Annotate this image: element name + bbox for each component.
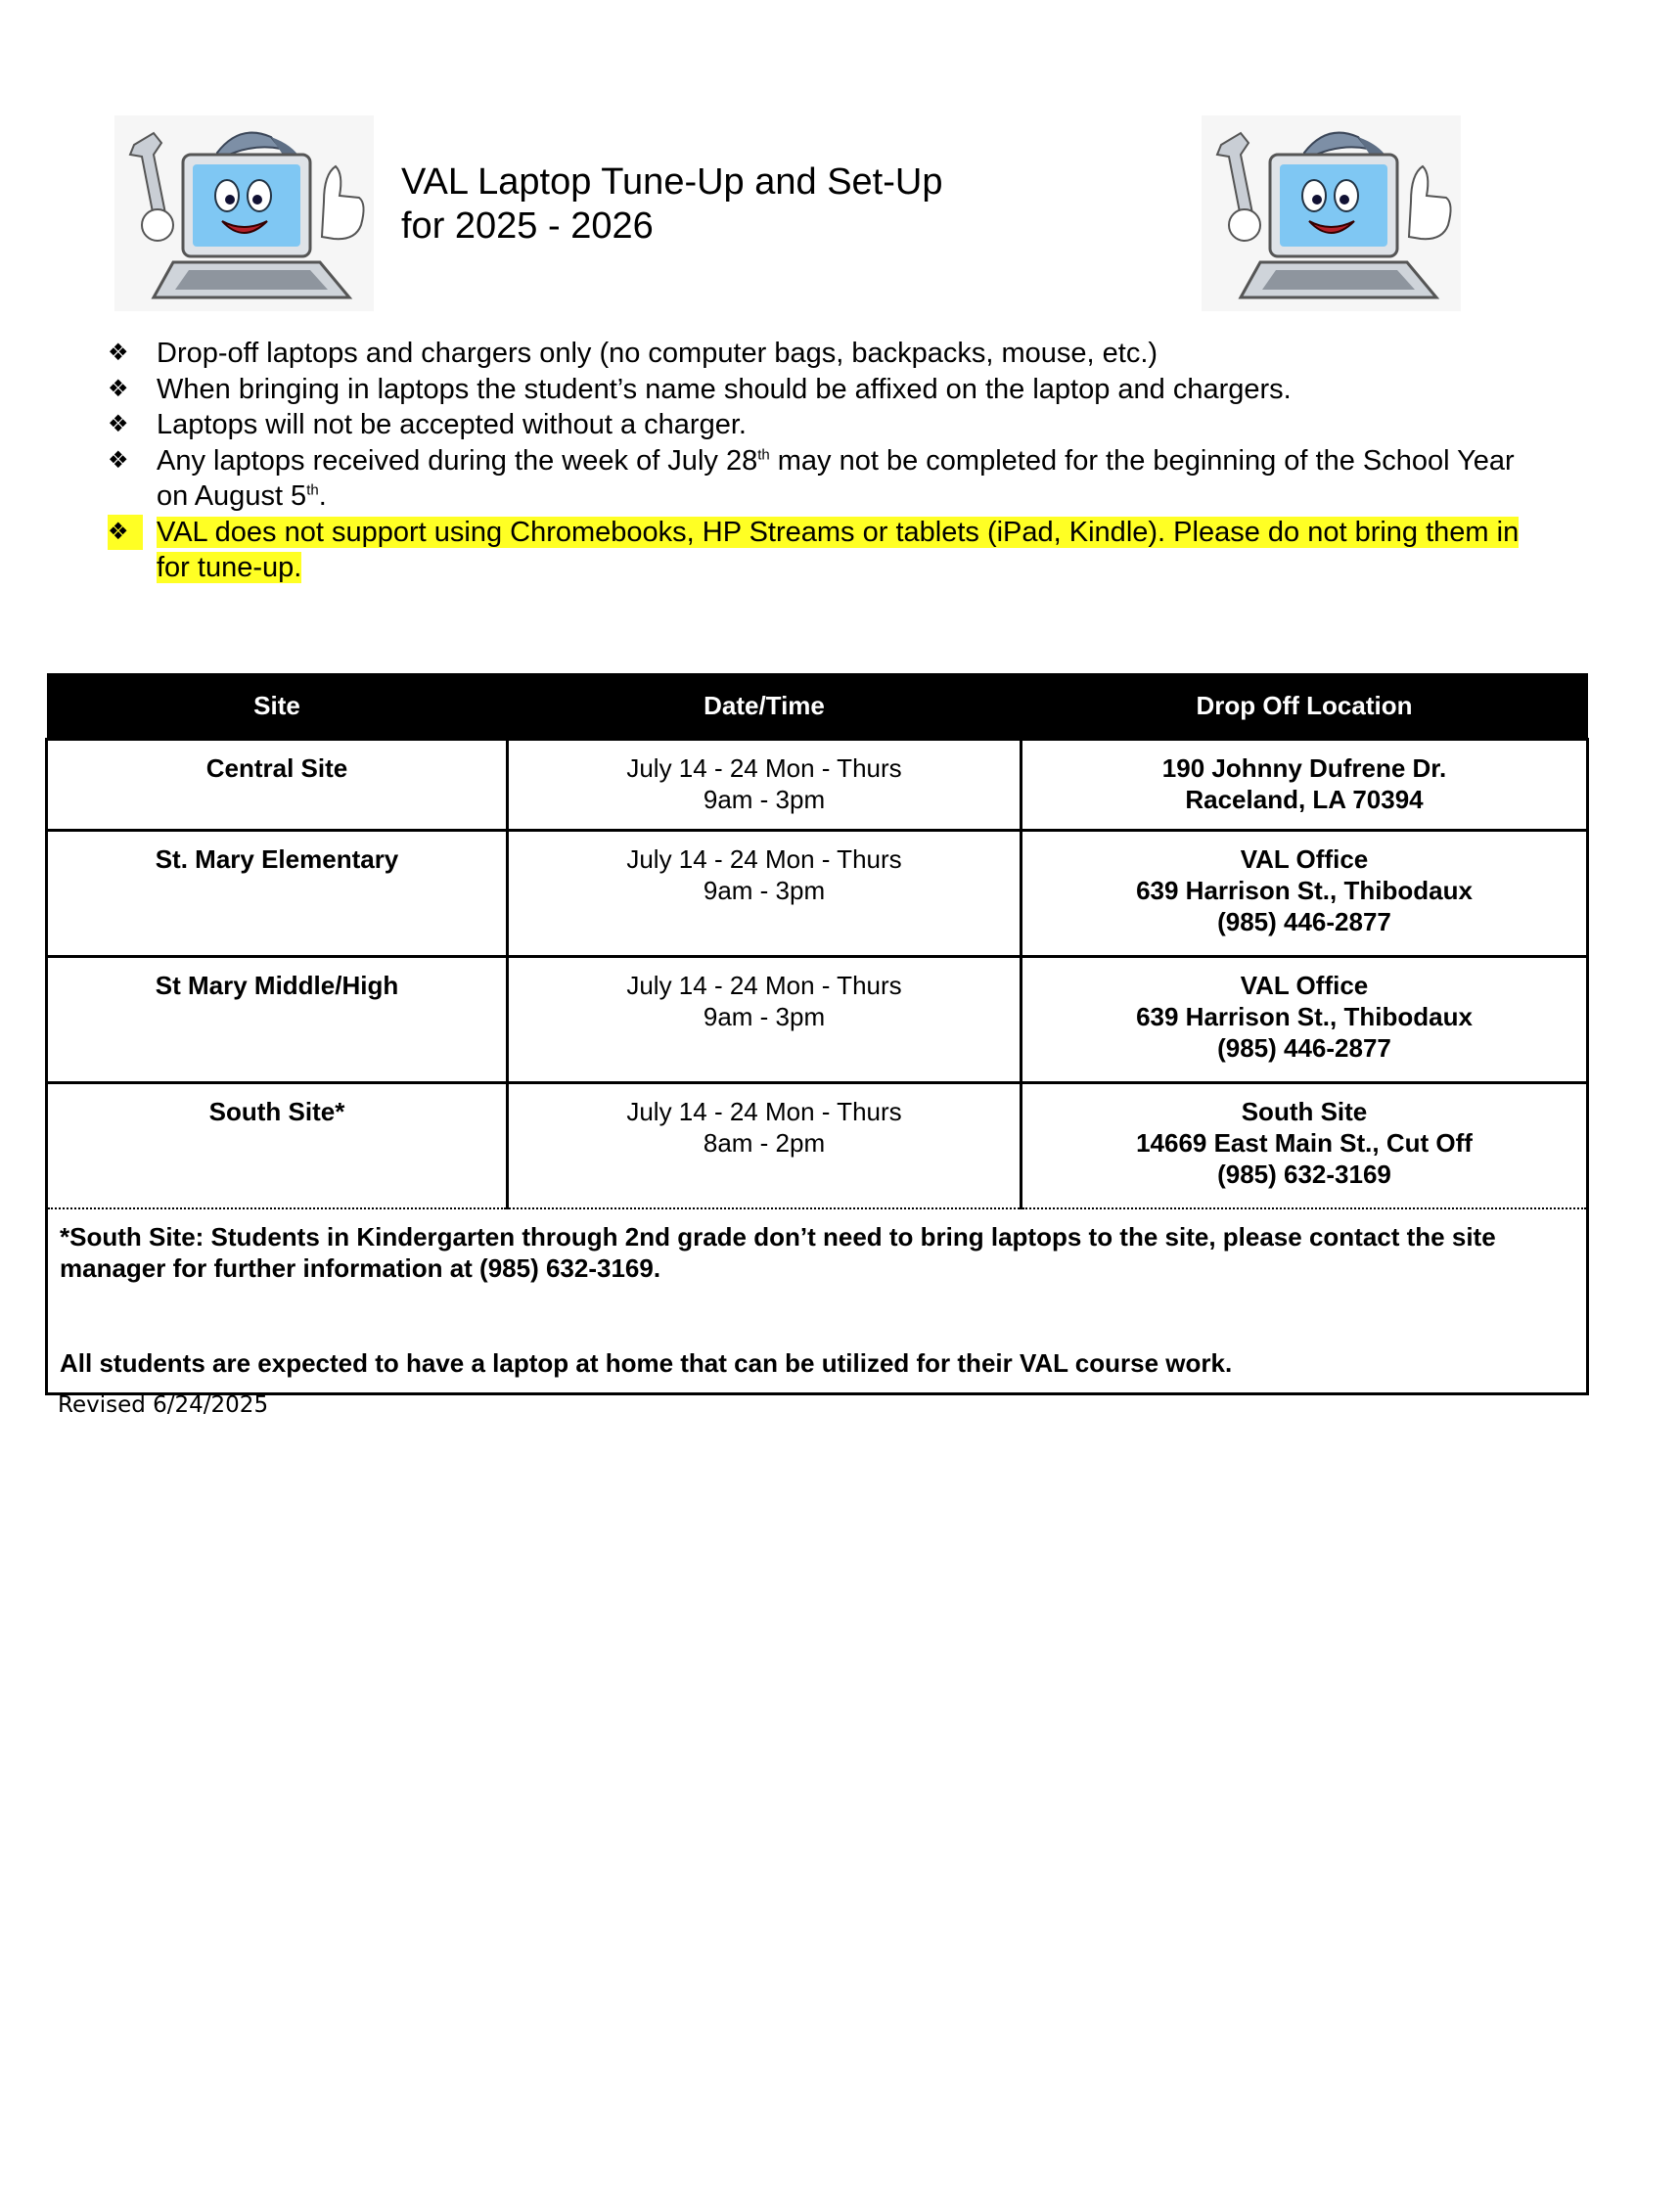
diamond-bullet-icon: ❖ <box>108 340 129 366</box>
location-line: 190 Johnny Dufrene Dr. <box>1161 753 1447 783</box>
datetime-cell <box>508 740 1022 831</box>
hours-text: 9am - 3pm <box>703 785 826 814</box>
title-line-1: VAL Laptop Tune-Up and Set-Up <box>401 161 943 203</box>
bullet-text-highlighted: VAL does not support using Chromebooks, HP Streams or tablets (iPad, Kindle). Please do not bring them in for tune-up. <box>157 516 1520 583</box>
location-line: South Site <box>1241 1097 1368 1126</box>
bullet-text-part: may not be completed for the beginning of the School Year on August 5 <box>157 444 1515 512</box>
datetime-cell <box>508 831 1022 957</box>
hours-text: 9am - 3pm <box>703 1002 826 1031</box>
bullet-text <box>157 445 1515 513</box>
bullet-text-part: Any laptops received during the week of July 28 <box>157 444 758 477</box>
diamond-bullet-icon: ❖ <box>108 515 143 550</box>
diamond-bullet-icon: ❖ <box>108 411 129 437</box>
ordinal-suffix: th <box>757 445 770 463</box>
dropoff-schedule-table <box>45 673 1589 1395</box>
location-line: 14669 East Main St., Cut Off <box>1136 1128 1473 1158</box>
instructions-list <box>108 336 1536 586</box>
location-line: Raceland, LA 70394 <box>1185 785 1424 814</box>
datetime-cell <box>508 1083 1022 1209</box>
column-header-site: Site <box>47 673 508 740</box>
laptop-mascot-icon <box>1202 115 1461 311</box>
title-line-2: for 2025 - 2026 <box>401 205 654 247</box>
site-cell: St. Mary Elementary <box>47 831 508 957</box>
dates-text: July 14 - 24 Mon - Thurs <box>626 1097 902 1126</box>
site-cell: Central Site <box>47 740 508 831</box>
location-phone: (985) 632-3169 <box>1217 1160 1391 1189</box>
laptop-at-home-note: All students are expected to have a laptop at home that can be utilized for their VAL course work. <box>60 1348 1233 1378</box>
site-cell: St Mary Middle/High <box>47 957 508 1083</box>
datetime-cell <box>508 957 1022 1083</box>
bullet-text: Drop-off laptops and chargers only (no computer bags, backpacks, mouse, etc.) <box>157 338 1158 369</box>
dates-text: July 14 - 24 Mon - Thurs <box>626 844 902 874</box>
location-phone: (985) 446-2877 <box>1217 907 1391 936</box>
list-item <box>108 372 1536 408</box>
ordinal-suffix: th <box>306 481 319 499</box>
location-phone: (985) 446-2877 <box>1217 1033 1391 1063</box>
table-row <box>47 831 1588 957</box>
list-item <box>108 443 1536 515</box>
table-row <box>47 1083 1588 1209</box>
page-title <box>401 160 942 249</box>
hours-text: 9am - 3pm <box>703 876 826 905</box>
location-cell <box>1022 831 1588 957</box>
diamond-bullet-icon: ❖ <box>108 446 129 474</box>
south-site-note: *South Site: Students in Kindergarten through 2nd grade don’t need to bring laptops to the site, please contact the site manager for further information at (985) 632-3169. <box>60 1222 1496 1283</box>
list-item <box>108 407 1536 443</box>
location-line: 639 Harrison St., Thibodaux <box>1136 876 1473 905</box>
table-notes-row <box>47 1208 1588 1394</box>
diamond-bullet-icon: ❖ <box>108 375 129 402</box>
dates-text: July 14 - 24 Mon - Thurs <box>626 753 902 783</box>
bullet-text: When bringing in laptops the student’s name should be affixed on the laptop and chargers. <box>157 373 1292 405</box>
list-item-highlighted <box>108 515 1536 586</box>
list-item <box>108 336 1536 372</box>
location-line: 639 Harrison St., Thibodaux <box>1136 1002 1473 1031</box>
bullet-text: Laptops will not be accepted without a charger. <box>157 409 747 440</box>
table-row <box>47 957 1588 1083</box>
location-cell <box>1022 957 1588 1083</box>
bullet-text-part: . <box>318 480 327 512</box>
site-cell: South Site* <box>47 1083 508 1209</box>
revised-date: Revised 6/24/2025 <box>58 1392 269 1418</box>
table-row <box>47 740 1588 831</box>
dates-text: July 14 - 24 Mon - Thurs <box>626 971 902 1000</box>
hours-text: 8am - 2pm <box>703 1128 826 1158</box>
table-header-row <box>47 673 1588 740</box>
location-cell <box>1022 740 1588 831</box>
column-header-location: Drop Off Location <box>1022 673 1588 740</box>
laptop-mascot-icon <box>114 115 374 311</box>
column-header-datetime: Date/Time <box>508 673 1022 740</box>
location-line: VAL Office <box>1240 844 1369 874</box>
notes-cell <box>47 1208 1588 1394</box>
location-cell <box>1022 1083 1588 1209</box>
location-line: VAL Office <box>1240 971 1369 1000</box>
